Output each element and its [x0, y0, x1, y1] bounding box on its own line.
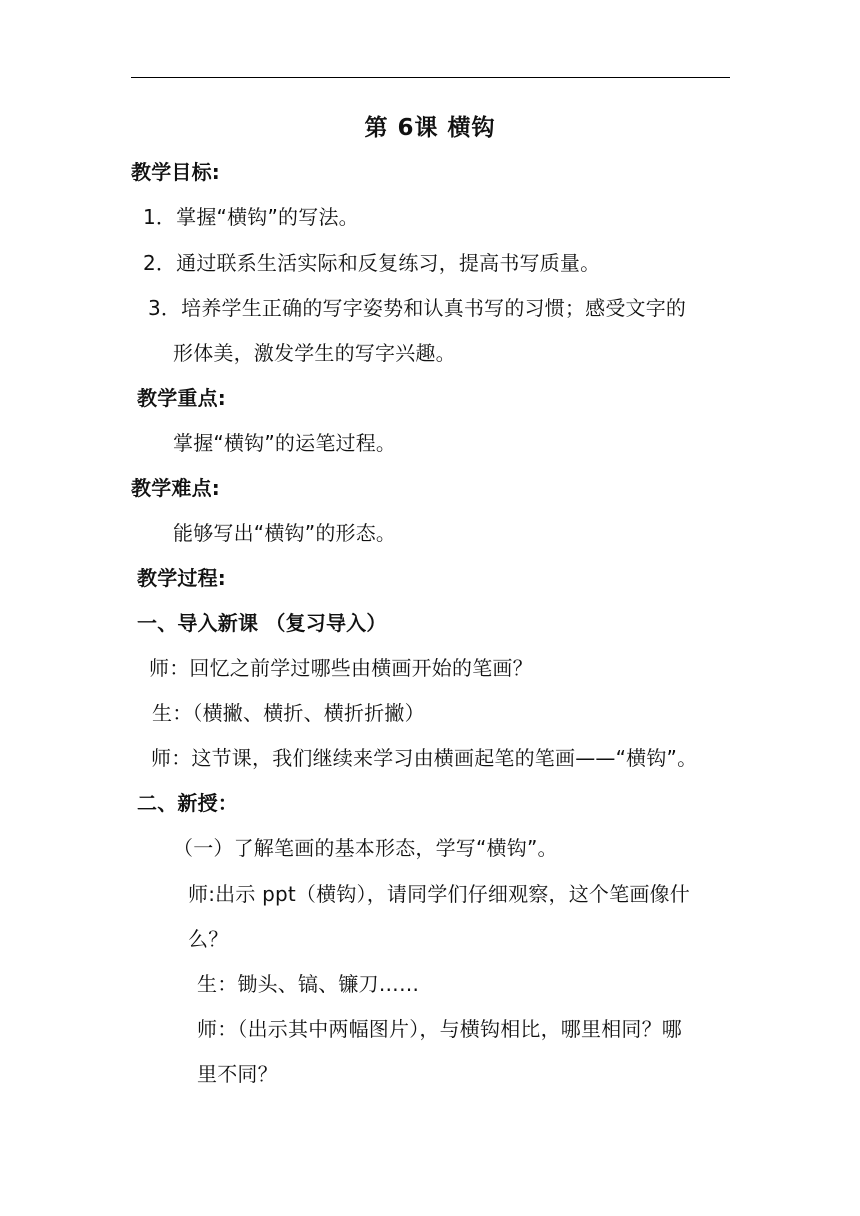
key-point-heading: 教学重点:	[137, 386, 226, 410]
dialogue-line-1: 师：回忆之前学过哪些由横画开始的笔画？	[149, 656, 533, 680]
teaching-line-2: 生：锄头、镐、镰刀……	[197, 972, 420, 996]
key-point-text: 掌握“横钩”的运笔过程。	[173, 431, 397, 455]
difficulty-heading: 教学难点:	[131, 476, 220, 500]
teaching-line-1-continued: 么？	[188, 927, 229, 951]
dialogue-line-3: 师：这节课，我们继续来学习由横画起笔的笔画——“横钩”。	[151, 746, 698, 770]
dialogue-line-2: 生：（横撇、横折、横折折撇）	[152, 701, 425, 725]
goal-item-2: 2．通过联系生活实际和反复练习，提高书写质量。	[143, 251, 601, 275]
goal-item-3-continued: 形体美，激发学生的写字兴趣。	[173, 341, 456, 365]
teaching-line-3: 师：（出示其中两幅图片），与横钩相比，哪里相同？哪	[197, 1017, 682, 1041]
goals-heading: 教学目标:	[131, 160, 220, 184]
process-heading: 教学过程:	[137, 566, 226, 590]
difficulty-text: 能够写出“横钩”的形态。	[173, 521, 397, 545]
header-rule	[131, 77, 730, 78]
goal-item-1: 1．掌握“横钩”的写法。	[143, 205, 359, 229]
teaching-line-3-continued: 里不同？	[197, 1062, 278, 1086]
lesson-title: 第 6课 横钩	[364, 115, 496, 141]
subsection-1-heading: （一）了解笔画的基本形态，学写“横钩”。	[173, 836, 558, 860]
section-1-heading: 一、导入新课 （复习导入）	[137, 611, 387, 635]
teaching-line-1: 师:出示 ppt（横钩），请同学们仔细观察，这个笔画像什	[188, 882, 690, 906]
section-2-heading: 二、新授：	[137, 791, 238, 815]
goal-item-3: 3．培养学生正确的写字姿势和认真书写的习惯；感受文字的	[148, 296, 687, 320]
